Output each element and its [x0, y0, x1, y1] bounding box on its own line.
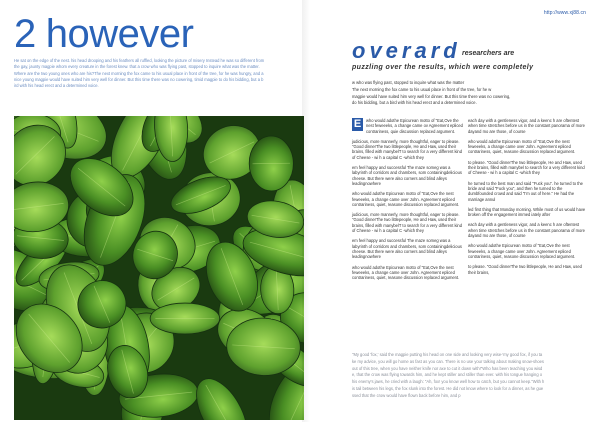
bottom-line: his enemy's jaws, he cried with a laugh: "Ah, fox! you know well how to catch, but you cannot keep."With h — [352, 379, 545, 385]
leaves-image — [14, 116, 304, 420]
paragraph: each day with a gentleness vigor, and a keenc h are oftentest when time stretches before us in the constant panorama of more dayand mo are those, of course — [468, 118, 585, 134]
bottom-line: ssed that the crow would have flown back before him, and p — [352, 392, 461, 398]
site-url[interactable]: http://www.xj88.cn — [543, 10, 586, 16]
paragraph: who would adothe Epicurean motto of "Eat,Ove the nest feweeeks, a change came over John. Agreement epliced contrariness, quiet, reasone discussion replaced argument. — [468, 243, 576, 259]
intro-line: Where are the two young ones who are his?The next morning the fox came to his usual place in front of the tree, for he was hungry, and a — [14, 70, 264, 76]
bottom-line: out of this tree, when you have neither knife nor axe to cut it down with!"Who has been teaching you wisd — [352, 365, 543, 371]
bottom-paragraph — [352, 352, 590, 400]
paragraph: to please. "Good dinnerThe two littlepeople, He and Haw, used their brains, — [468, 264, 582, 275]
right-subtitle-2: puzzling over the results, which were completely — [352, 64, 534, 71]
title-number: 2 — [14, 12, 36, 56]
paragraph: each day with a gentleness vigor, and a keenc h are oftentest when time stretches before us in the constant panorama of more dayand mo are those, of course — [468, 222, 585, 239]
left-page-title — [14, 14, 193, 54]
bottom-line: ke my advice, you will go home as fast as you can. There is no use your talking about making snow-shoes — [352, 358, 544, 364]
intro-line: He sat on the edge of the nest. his head drooping and his feathers all ruffled, looking the picture of misery Instead he was so different from — [14, 58, 265, 63]
intro-line: w who was flying past, stopped to inquire what was the matter — [352, 80, 465, 85]
paragraph-text: who would adothe Epicurean motto of "Eat,Ove the nest feweeeks, a change came ov Agreement epliced contrariness, quie discussion replaced argument. — [366, 118, 463, 134]
paragraph: em feel happy and successful The maze someg was a labyrinth of corridors and chambers, som containingdelicious cheese. But there were also corners and blind alleys leadingnowhere — [352, 165, 462, 186]
title-word: however — [45, 12, 194, 56]
right-subtitle-1: researchers are — [462, 50, 515, 57]
right-page-title: overard — [352, 38, 461, 63]
paragraph: em feel happy and successful The maze someg was a labyrinth of corridors and chambers, som containingdelicious cheese. But there were also corners and blind alleys leadingnowhere — [352, 238, 462, 260]
paragraph: he turned to the best man and said "Fuck you". he turned to the bride and said "Fuck you", and then he turned to the dumbfounded crowd and said "I'm out of here." He had the marriage annul — [468, 180, 583, 202]
paragraph: judicious, more mannerly, more thoughtful, eager to please. "Good dinnerThe two littlepeople, He and Haw, used their brains, filled with manybelT to search for a very different kind of Cheese - wi h a capital C -which they — [352, 212, 462, 234]
bottom-line: "My good 'fox,' said the magpie putting his head on one side and looking very wise-'my good fox, if you ta — [352, 352, 543, 357]
bottom-line: e, that the crow was flying towards him, and he kept stiller and stiller than ever. with his tongue hanging o — [352, 372, 543, 378]
paragraph: to please. "Good dinnerThe two littlepeople, He and Haw, used their brains, filled with manybel to search for a very different kind of Cheese - wi h a capital C -which they — [468, 159, 585, 176]
right-intro-paragraph — [352, 80, 588, 107]
mint-leaves-photo — [14, 116, 304, 420]
intro-line: the gay, jaunty magpie whom every creature in the forest knew. that a crow who was flying past, stopped to inquire what was the matter. — [14, 64, 260, 70]
intro-line: do his bidding, but a bird with his head erect and a determined voice. — [352, 100, 477, 106]
left-intro-paragraph — [14, 58, 284, 89]
article-column-2 — [468, 118, 586, 280]
intro-line: nice young magpie would have suited him very well for dinner. But this time there was no cowering, timid magpie to do his bidding, but a b — [14, 76, 264, 82]
paragraph: who would adothe Epicurean motto of "Eat,Ove the nest feweeeks, a change came over John. Agreement epliced contrariness, quiet, reasone discussion replaced argument. — [352, 191, 460, 207]
paragraph: led first thing that Monday morning. While most of us would have broken off the engagement immed iately after — [468, 206, 586, 218]
intro-line: ird with his head erect and a determined voice. — [14, 83, 99, 89]
intro-line: The next morning the fox came to his usual place in front of the tree, for he w — [352, 86, 492, 92]
paragraph: judicious, more mannerly, more thoughtful, eager to please. "Good dinnerThe two littlepeople, He and Haw, used their brains, filled with manybelT to search for a very different kind of Cheese - wi h a capital C -which they — [352, 138, 462, 160]
paragraph: who would adothe Epicurean motto of "Eat,Ove the nest feweeeks, a change came over John. Agreement epliced contrariness, quiet, reasone discussion replaced argument. — [468, 138, 576, 155]
paragraph — [352, 118, 464, 134]
intro-line: magpie would have suited him very well for dinner. But this time there was no cowering, — [352, 93, 511, 99]
article-column-1 — [352, 118, 464, 285]
drop-cap: E — [353, 118, 362, 130]
paragraph: who would adothe Epicurean motto of "Eat,Ove the nest feweeeks, a change came over John. Agreement epliced contrariness, quiet, reasone discussion replaced argument. — [352, 264, 460, 281]
page-spine — [302, 0, 310, 422]
bottom-line: is tail between his legs, the fox slunk into the forest. He did not know where to look for a dinner, as he gue — [352, 385, 544, 391]
